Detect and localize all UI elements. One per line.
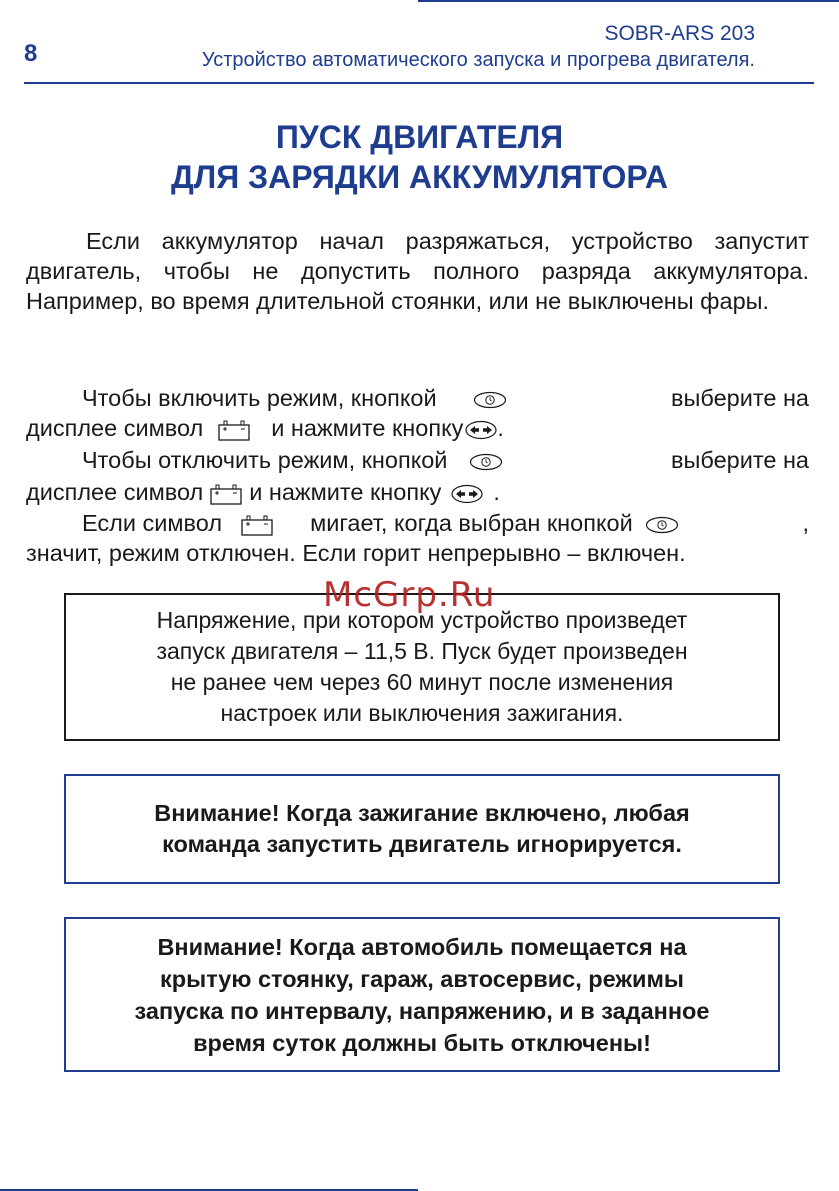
status-text-b: мигает, когда выбран кнопкой — [310, 510, 633, 536]
ignition-warning-box — [64, 774, 780, 884]
disable-text-b: выберите на — [671, 447, 809, 473]
double-arrow-icon — [465, 413, 497, 443]
battery-icon — [217, 413, 251, 443]
page-number: 8 — [24, 40, 38, 67]
disable-text-e: . — [493, 479, 500, 505]
page-title-line-2: ДЛЯ ЗАРЯДКИ АККУМУЛЯТОРА — [170, 159, 668, 195]
disable-text-c: дисплее символ — [26, 479, 204, 505]
header-subtitle: Устройство автоматического запуска и прогрева двигателя. — [201, 49, 755, 71]
status-text-a: Если символ — [82, 510, 223, 536]
disable-text-a: Чтобы отключить режим, кнопкой — [82, 447, 448, 473]
disable-line-1 — [26, 445, 809, 475]
header-divider — [24, 82, 814, 84]
page-title-line-1: ПУСК ДВИГАТЕЛЯ — [275, 119, 564, 155]
top-edge-line — [418, 0, 839, 2]
battery-icon — [209, 477, 243, 507]
enable-text-a: Чтобы включить режим, кнопкой — [82, 385, 437, 411]
ignition-warning-text: Внимание! Когда зажигание включено, любая команда запустить двигатель игнорируется. — [154, 800, 690, 857]
status-line-1 — [26, 508, 809, 538]
status-text-d: значит, режим отключен. Если горит непрерывно – включен. — [26, 540, 686, 566]
model-name: SOBR-ARS 203 — [604, 22, 755, 45]
enable-text-d: и нажмите кнопку — [271, 415, 464, 441]
garage-warning-box — [64, 917, 780, 1072]
status-line-2 — [26, 538, 809, 568]
watermark: McGrp.Ru — [323, 575, 496, 615]
enable-text-e: . — [497, 415, 504, 441]
enable-text-b: выберите на — [671, 385, 809, 411]
status-text-c: , — [802, 510, 809, 536]
double-arrow-icon — [451, 477, 483, 507]
enable-line-1 — [26, 383, 809, 413]
disable-text-d: и нажмите кнопку — [249, 479, 442, 505]
disable-line-2 — [26, 477, 809, 507]
clock-icon — [469, 445, 503, 475]
enable-line-2 — [26, 413, 809, 443]
enable-text-c: дисплее символ — [26, 415, 204, 441]
clock-icon — [473, 383, 507, 413]
intro-paragraph: Если аккумулятор начал разряжаться, устройство запустит двигатель, чтобы не допустить полного разряда аккумулятора. Например, во время длительной стоянки, или не выключены фары. — [26, 228, 809, 314]
voltage-note-text: Напряжение, при котором устройство произведет запуск двигателя – 11,5 В. Пуск будет произведен не ранее чем через 60 минут после изменения настроек или выключения зажигания. — [156, 607, 688, 726]
battery-icon — [240, 508, 274, 538]
clock-icon — [645, 508, 679, 538]
voltage-note-box — [64, 593, 780, 741]
garage-warning-text: Внимание! Когда автомобиль помещается на крытую стоянку, гараж, автосервис, режимы запуска по интервалу, напряжению, и в заданное время суток должны быть отключены! — [134, 933, 710, 1056]
